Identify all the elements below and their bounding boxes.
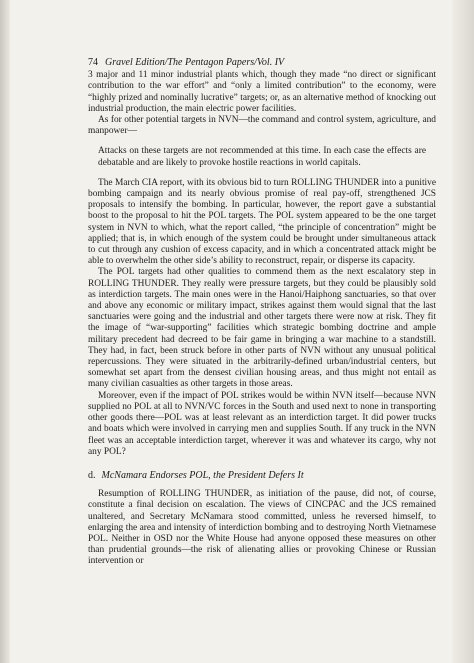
section-title: McNamara Endorses POL, the President Defers It [101, 469, 304, 481]
paragraph-cia-report: The March CIA report, with its obvious bid to turn ROLLING THUNDER into a punitive bombing campaign and its nearly obvious promise of real pay-off, strengthened JCS proposals to intensify the bombing. In particular, however, the report gave a substantial boost to the proposal to hit the POL targets. The POL system appeared to be the one target system in NVN to which, what the report called, “the principle of concentration” might be applied; that is, in which enough of the system could be brought under simultaneous attack to cut through any cushion of excess capacity, and in which a concentrated attack might be able to overwhelm the other side’s ability to reconstruct, repair, or disperse its capacity. [88, 177, 436, 267]
section-letter: d. [88, 469, 96, 481]
paragraph-interdiction: Moreover, even if the impact of POL strikes would be within NVN itself—because NVN supplied no POL at all to NVN/VC forces in the South and used next to none in transporting other goods there—POL was at least relevant as an interdiction target. It did power trucks and boats which were involved in carrying men and supplies South. If any truck in the NVN fleet was an acceptable interdiction target, wherever it was and whatever its cargo, why not any POL? [88, 390, 436, 457]
page-number: 74 [88, 57, 98, 68]
paragraph-continued: 3 major and 11 minor industrial plants which, though they made “no direct or significant contribution to the war effort” and “only a limited contribution” to the economy, were “highly prized and nominally lucrative” targets; or, as an alternative method of knocking out industrial production, the main electric power facilities. [88, 70, 436, 114]
paragraph-resumption: Resumption of ROLLING THUNDER, as initiation of the pause, did not, of course, constitute a final decision on escalation. The views of CINCPAC and the JCS remained unaltered, and Secretary McNamara stood committed, unless he reversed himself, to enlarging the area and intensity of interdiction bombing and to destroying North Vietnamese POL. Neither in OSD nor the White House had anyone opposed these measures on other than prudential grounds—the risk of alienating allies or provoking Chinese or Russian intervention or [88, 489, 436, 567]
page-right-edge [452, 0, 474, 663]
section-heading [88, 470, 436, 481]
page-binding-edge [0, 0, 10, 663]
paragraph-pol-qualities: The POL targets had other qualities to commend them as the next escalatory step in ROLLING THUNDER. They really were pressure targets, but they could be plausibly sold as interdiction targets. The main ones were in the Hanoi/Haiphong sanctuaries, so that over and above any economic or military impact, strikes against them would signal that the last sanctuaries were going and the industrial and other targets there were now at risk. They fit the image of “war-supporting” facilities which strategic bombing doctrine and ample military precedent had decreed to be fair game in bringing a war machine to a standstill. They had, in fact, been struck before in other parts of NVN without any unusual political repercussions. They were situated in the arbitrarily-defined urban/industrial centers, but somewhat set apart from the densest civilian housing areas, and thus might not entail as many civilian casualties as other targets in those areas. [88, 267, 436, 390]
page-content [88, 57, 436, 568]
running-head [88, 57, 436, 68]
running-title: Gravel Edition/The Pentagon Papers/Vol. IV [105, 57, 285, 68]
block-quote: Attacks on these targets are not recommended at this time. In each case the effects are debatable and are likely to provoke hostile reactions in world capitals. [98, 146, 426, 168]
paragraph-other-targets: As for other potential targets in NVN—the command and control system, agriculture, and manpower— [88, 115, 436, 137]
